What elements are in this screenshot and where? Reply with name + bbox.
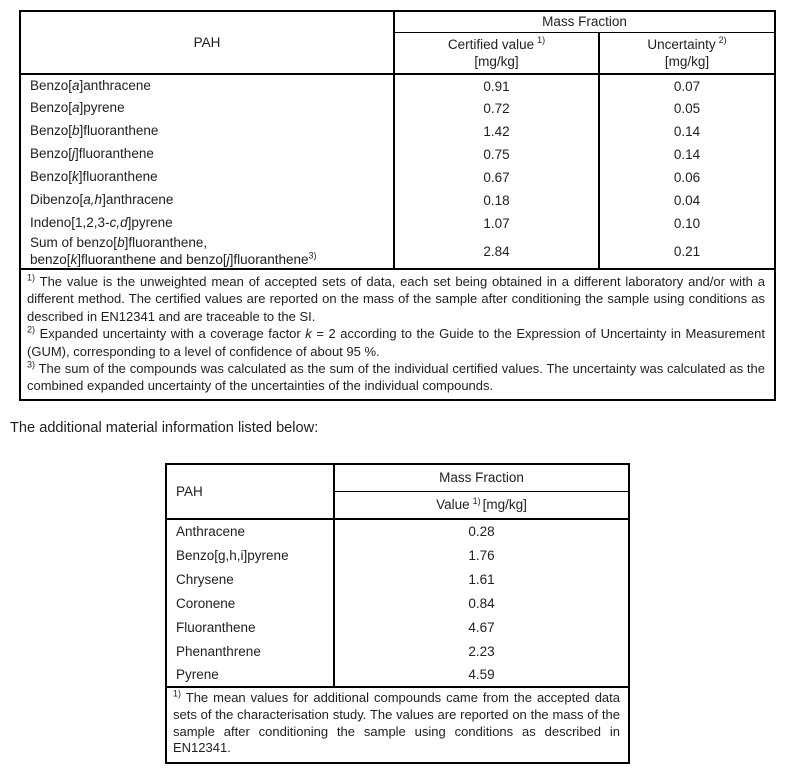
certified-value: 1.42 <box>394 120 599 143</box>
footnote: $^{2)}$ Expanded uncertainty with a coverage factor k = 2 according to the Guide to the Expression of Uncertainty in Measurement (GUM), corresponding to a level of confidence of about 95 %. <box>27 324 765 359</box>
compound-name: Benzo[b]fluoranthene <box>20 120 394 143</box>
table-row <box>20 120 775 143</box>
table-row <box>20 143 775 166</box>
table-row <box>166 567 629 591</box>
compound-name: Indeno[1,2,3-c,d]pyrene <box>20 212 394 235</box>
table-row <box>20 74 775 97</box>
uncertainty-footnote-ref: 2) <box>718 35 727 46</box>
compound-name: Fluoranthene <box>166 615 334 639</box>
table1-pah-header: PAH <box>20 11 394 74</box>
table-row <box>166 615 629 639</box>
certified-value: 0.91 <box>394 74 599 97</box>
certified-value-label: Certified value <box>447 36 535 52</box>
table2-mass-fraction-header: Mass Fraction <box>334 464 629 491</box>
compound-name: Coronene <box>166 591 334 615</box>
footnote-marker: 1) <box>173 688 182 699</box>
table1-footnotes <box>20 269 775 400</box>
table2-footnote-row <box>166 687 629 763</box>
value: 1.61 <box>334 567 629 591</box>
uncertainty-unit: [mg/kg] <box>664 53 710 69</box>
uncertainty-value: 0.21 <box>599 235 775 269</box>
footnote: $^{1)}$ The value is the unweighted mean of accepted sets of data, each set being obtained in a different laboratory and/or with a different method. The certified values are reported on the mass of the sample after conditioning the sample using conditions as described in EN12341 and are traceable to the SI. <box>27 272 765 324</box>
uncertainty-value: 0.07 <box>599 74 775 97</box>
uncertainty-value: 0.14 <box>599 143 775 166</box>
value: 4.59 <box>334 663 629 687</box>
table2-pah-header: PAH <box>166 464 334 519</box>
compound-name: Pyrene <box>166 663 334 687</box>
compound-name: Benzo[a]pyrene <box>20 97 394 120</box>
compound-name: Anthracene <box>166 519 334 543</box>
compound-name: Benzo[a]anthracene <box>20 74 394 97</box>
compound-name: Benzo[g,h,i]pyrene <box>166 543 334 567</box>
table-row <box>20 212 775 235</box>
table-row <box>20 189 775 212</box>
table2-header-row-1 <box>166 464 629 491</box>
compound-name: Dibenzo[a,h]anthracene <box>20 189 394 212</box>
table-row <box>20 97 775 120</box>
certified-value-unit: [mg/kg] <box>474 53 519 69</box>
footnote-marker: 2) <box>27 324 36 335</box>
footnote: $^{1)}$ The mean values for additional compounds came from the accepted data sets of the characterisation study. The values are reported on the mass of the sample after conditioning the sample using conditions as described in EN12341. <box>173 688 620 756</box>
value: 4.67 <box>334 615 629 639</box>
footnote: $^{3)}$ The sum of the compounds was calculated as the sum of the individual certified values. The uncertainty was calculated as the combined expanded uncertainty of the uncertainties of the individual compounds. <box>27 359 765 394</box>
compound-name: Phenanthrene <box>166 639 334 663</box>
value-footnote-ref: 1) <box>472 495 481 506</box>
additional-values-table <box>165 463 630 764</box>
table2-value-header <box>334 491 629 519</box>
table1-mass-fraction-header: Mass Fraction <box>394 11 775 32</box>
additional-info-text: The additional material information listed below: <box>10 420 319 436</box>
table1-footnote-row <box>20 269 775 400</box>
uncertainty-value: 0.10 <box>599 212 775 235</box>
compound-name: Chrysene <box>166 567 334 591</box>
value: 0.84 <box>334 591 629 615</box>
value: 2.23 <box>334 639 629 663</box>
certified-value: 1.07 <box>394 212 599 235</box>
uncertainty-value: 0.04 <box>599 189 775 212</box>
compound-name: Sum of benzo[b]fluoranthene, benzo[k]fluoranthene and benzo[j]fluoranthene$^{3)}$ <box>20 235 394 269</box>
table-row <box>166 543 629 567</box>
compound-name: Benzo[k]fluoranthene <box>20 166 394 189</box>
value: 0.28 <box>334 519 629 543</box>
footnote-marker: 3) <box>27 359 36 370</box>
table1-certified-value-header <box>394 32 599 74</box>
certified-value-footnote-ref: 1) <box>537 35 546 46</box>
certified-value: 0.75 <box>394 143 599 166</box>
value: 1.76 <box>334 543 629 567</box>
footnote-marker: 1) <box>27 272 36 283</box>
certified-value: 0.72 <box>394 97 599 120</box>
value-label: Value <box>436 497 470 513</box>
uncertainty-value: 0.06 <box>599 166 775 189</box>
table-row <box>166 591 629 615</box>
table-row <box>20 166 775 189</box>
table1-uncertainty-header <box>599 32 775 74</box>
uncertainty-value: 0.14 <box>599 120 775 143</box>
uncertainty-label: Uncertainty <box>647 36 716 52</box>
table-row <box>166 639 629 663</box>
certified-values-table <box>19 10 776 401</box>
value-unit: [mg/kg] <box>482 497 527 513</box>
uncertainty-value: 0.05 <box>599 97 775 120</box>
table1-header-row-1 <box>20 11 775 32</box>
compound-name: Benzo[j]fluoranthene <box>20 143 394 166</box>
certified-value: 0.67 <box>394 166 599 189</box>
table-row <box>20 235 775 269</box>
certified-value: 2.84 <box>394 235 599 269</box>
table-row <box>166 519 629 543</box>
table-row <box>166 663 629 687</box>
table2-footnotes <box>166 687 629 763</box>
certified-value: 0.18 <box>394 189 599 212</box>
